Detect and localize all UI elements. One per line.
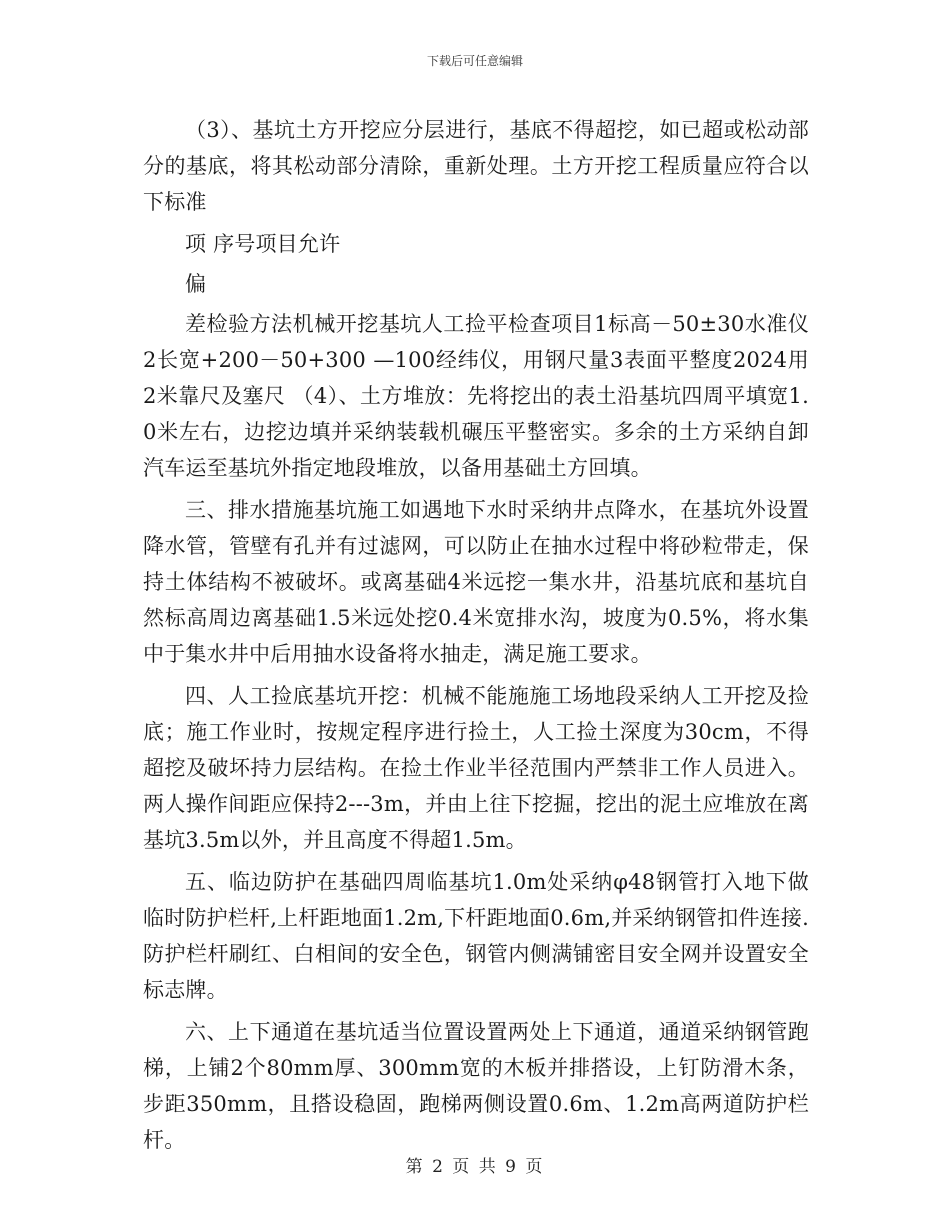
paragraph-edge-protection: 五、临边防护在基础四周临基坑1.0m处采纳φ48钢管打入地下做临时防护栏杆,上杆距地面1.2m,下杆距地面0.6m,并采纳钢管扣件连接.防护栏杆刷红、白相间的安全色，钢管内侧满铺密目安全网并设置安全标志牌。 [143, 870, 809, 1002]
paragraph-access-passage: 六、上下通道在基坑适当位置设置两处上下通道，通道采纳钢管跑梯，上铺2个80mm厚、300mm宽的木板并排搭设，上钉防滑木条，步距350mm，且搭设稳固，跑梯两侧设置0.6m、1.2m高两道防护栏杆。 [143, 1020, 809, 1152]
paragraph-drainage-measures: 三、排水措施基坑施工如遇地下水时采纳井点降水，在基坑外设置降水管，管壁有孔并有过滤网，可以防止在抽水过程中将砂粒带走，保持土体结构不被破坏。或离基础4米远挖一集水井，沿基坑底和基坑自然标高周边离基础1.5米远处挖0.4米宽排水沟，坡度为0.5%，将水集中于集水井中后用抽水设备将水抽走，满足施工要求。 [143, 498, 809, 666]
document-body [143, 112, 809, 1164]
paragraph-excavation-standard: （3）、基坑土方开挖应分层进行，基底不得超挖，如已超或松动部分的基底，将其松动部分清除，重新处理。土方开挖工程质量应符合以下标准 [143, 118, 809, 214]
paragraph-inspection-and-stockpiling: 差检验方法机械开挖基坑人工捡平检查项目1标高－50±30水准仪2长宽+200－50+300 —100经纬仪，用钢尺量3表面平整度2024用2米靠尺及塞尺 （4）、土方堆放：先将挖出的表土沿基坑四周平填宽1.0米左右，边挖边填并采纳装载机碾压平整密实。多余的土方采纳自卸汽车运至基坑外指定地段堆放，以备用基础土方回填。 [143, 312, 809, 480]
paragraph-manual-excavation: 四、人工捡底基坑开挖：机械不能施施工场地段采纳人工开挖及捡底；施工作业时，按规定程序进行捡土，人工捡土深度为30cm，不得超挖及破坏持力层结构。在捡土作业半径范围内严禁非工作人员进入。两人操作间距应保持2---3m，并由上往下挖掘，挖出的泥土应堆放在离基坑3.5m以外，并且高度不得超1.5m。 [143, 684, 809, 852]
page-header: 下载后可任意编辑 [426, 54, 523, 68]
paragraph-table-header: 项 序号项目允许 [185, 232, 341, 256]
paragraph-table-header-continued: 偏 [185, 272, 207, 296]
page-number: 第 2 页 共 9 页 [405, 1157, 545, 1177]
